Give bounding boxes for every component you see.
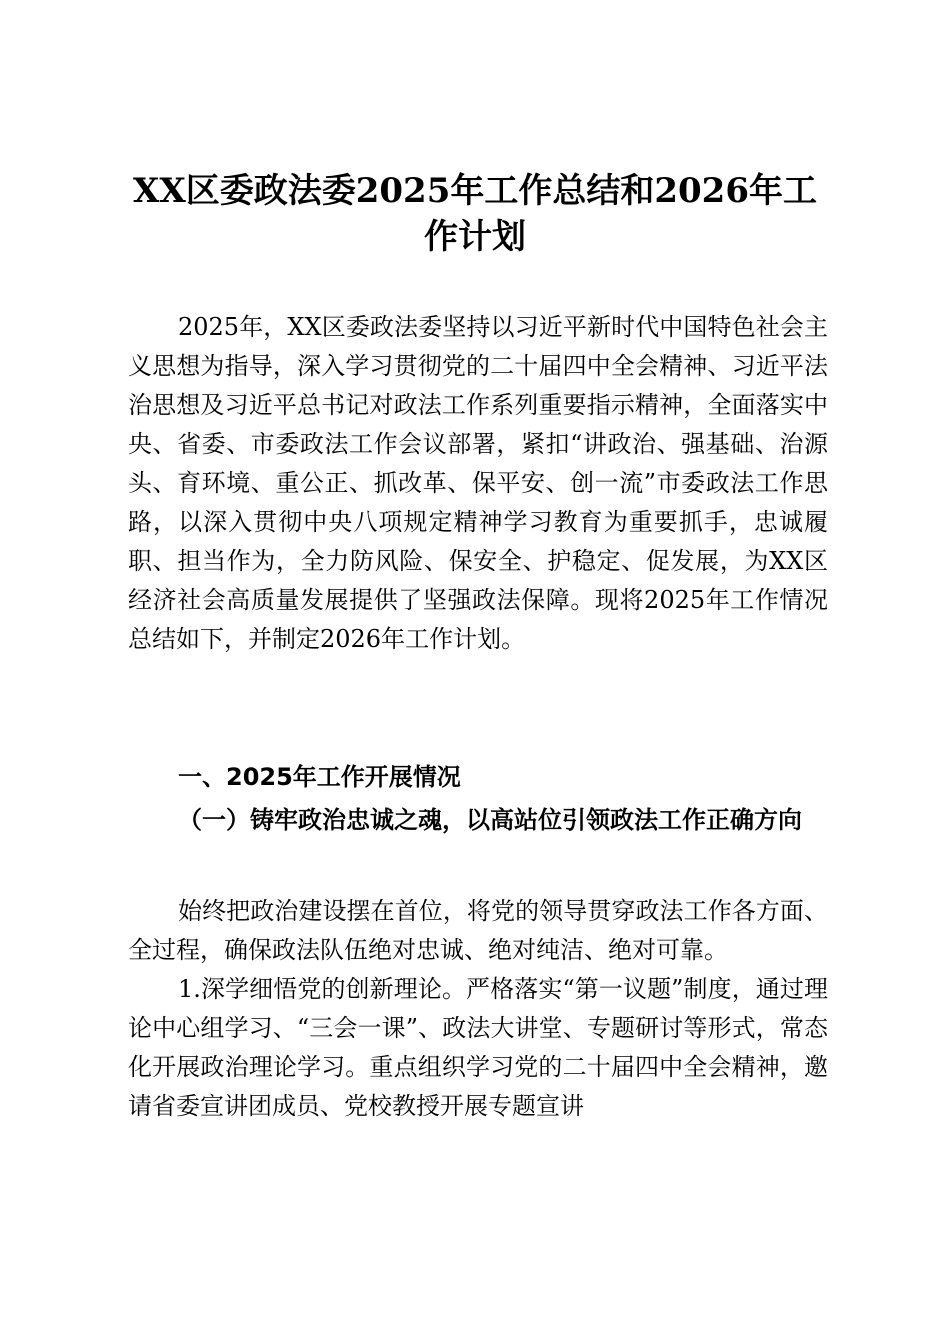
subsection-heading: （一）铸牢政治忠诚之魂，以高站位引领政法工作正确方向 [178,806,802,834]
item-paragraph: 1.深学细悟党的创新理论。严格落实“第一议题”制度，通过理论中心组学习、“三会一课”、政法大讲堂、专题研讨等形式，常态化开展政治理论学习。重点组织学习党的二十届四中全会精神，邀请省委宣讲团成员、党校教授开展专题宣讲 [128,975,828,1120]
subsection-paragraph: 始终把政治建设摆在首位，将党的领导贯穿政法工作各方面、全过程，确保政法队伍绝对忠诚、绝对纯洁、绝对可靠。 [128,897,828,964]
intro-paragraph: 2025年，XX区委政法委坚持以习近平新时代中国特色社会主义思想为指导，深入学习贯彻党的二十届四中全会精神、习近平法治思想及习近平总书记对政法工作系列重要指示精神，全面落实中央、省委、市委政法工作会议部署，紧扣“讲政治、强基础、治源头、育环境、重公正、抓改革、保平安、创一流”市委政法工作思路，以深入贯彻中央八项规定精神学习教育为重要抓手，忠诚履职、担当作为，全力防风险、保安全、护稳定、促发展，为XX区经济社会高质量发展提供了坚强政法保障。现将2025年工作情况总结如下，并制定2026年工作计划。 [128,313,828,653]
document-title: XX区委政法委2025年工作总结和2026年工作计划 [132,171,818,257]
section-heading: 一、2025年工作开展情况 [178,763,461,791]
